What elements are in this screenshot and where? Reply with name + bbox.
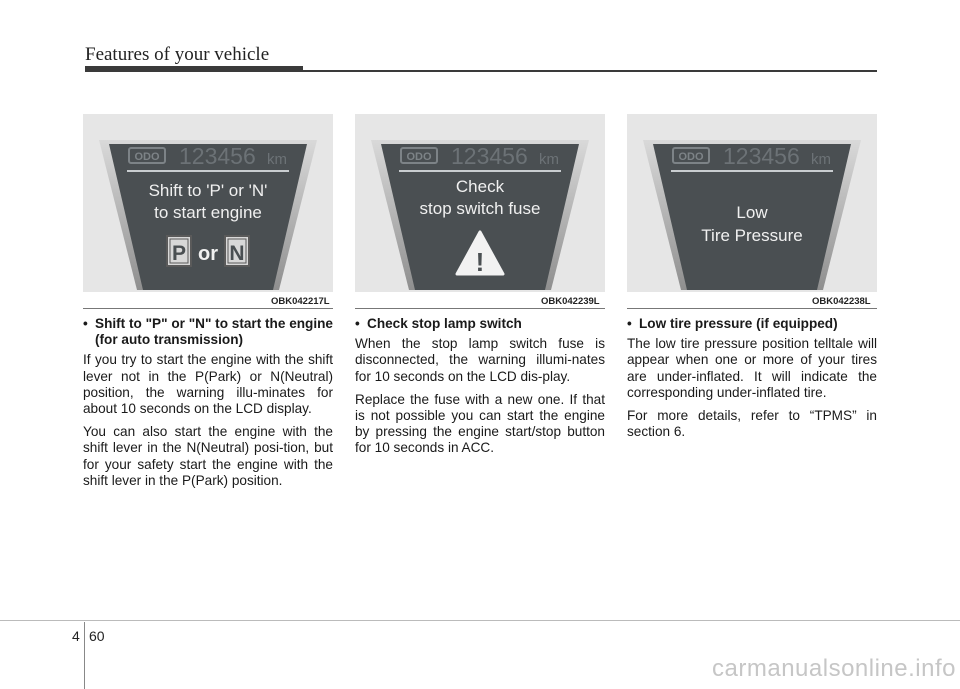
text-column-low-tire <box>627 316 877 447</box>
chapter-number: 4 <box>72 628 80 644</box>
bullet-dot: • <box>355 316 360 331</box>
message-line-1: Low <box>736 203 768 222</box>
bullet-dot: • <box>627 316 632 331</box>
page-number: 60 <box>89 628 105 644</box>
gear-p-letter: P <box>171 242 187 265</box>
text-column-shift <box>83 316 333 496</box>
figure-rule-1 <box>83 308 333 309</box>
bullet-dot: • <box>83 316 88 331</box>
body-paragraph: For more details, refer to “TPMS” in section 6. <box>627 408 877 440</box>
figure-rule-2 <box>355 308 605 309</box>
header-rule-thick <box>85 66 303 72</box>
body-paragraph: If you try to start the engine with the shift lever not in the P(Park) or N(Neutral) position, the warning illu-minates for about 10 seconds on the LCD display. <box>83 352 333 417</box>
figure-rule-3 <box>627 308 877 309</box>
body-paragraph: You can also start the engine with the shift lever in the N(Neutral) posi-tion, but for your safety start the engine with the shift lever in the P(Park) position. <box>83 424 333 488</box>
figure-panel-stop-switch <box>355 114 605 292</box>
odo-unit: km <box>267 151 287 168</box>
odo-unit: km <box>811 151 831 168</box>
page-header-title: Features of your vehicle <box>85 44 270 65</box>
odo-label: ODO <box>406 151 432 163</box>
section-heading-shift: • Shift to "P" or "N" to start the engine (for auto transmission) <box>83 316 333 348</box>
odo-label: ODO <box>678 151 704 163</box>
odo-value: 123456 <box>179 143 256 169</box>
odo-value: 123456 <box>451 143 528 169</box>
figure-code-2: OBK042239L <box>541 296 600 307</box>
message-line-1: Shift to 'P' or 'N' <box>148 181 268 200</box>
cluster-display-stop-switch <box>355 114 605 292</box>
text-column-stop-switch <box>355 316 605 464</box>
figure-code-1: OBK042217L <box>271 296 330 307</box>
body-paragraph: The low tire pressure position telltale will appear when one or more of your tires are under-inflated. It will indicate the corresponding under-inflated tire. <box>627 336 877 400</box>
section-heading-stop-switch: • Check stop lamp switch <box>355 316 522 331</box>
header-rule-thin <box>300 70 877 72</box>
odo-unit: km <box>539 151 559 168</box>
message-line-2: stop switch fuse <box>419 199 541 218</box>
body-paragraph: When the stop lamp switch fuse is disconnected, the warning illumi-nates for 10 seconds on the LCD dis-play. <box>355 336 605 384</box>
body-paragraph: Replace the fuse with a new one. If that is not possible you can start the engine by pressing the engine start/stop button for 10 seconds in ACC. <box>355 391 605 456</box>
cluster-display-shift <box>83 114 333 292</box>
warning-exclamation-glyph: ! <box>475 247 485 277</box>
message-line-2: Tire Pressure <box>701 226 803 245</box>
odo-label: ODO <box>134 151 160 163</box>
figure-panel-low-tire <box>627 114 877 292</box>
gear-or-text: or <box>198 243 218 265</box>
gear-n-letter: N <box>229 242 245 265</box>
odo-value: 123456 <box>723 143 800 169</box>
watermark-link[interactable]: carmanualsonline.info <box>712 655 956 682</box>
footer-rule <box>0 620 960 621</box>
section-heading-low-tire: • Low tire pressure (if equipped) <box>627 316 838 331</box>
footer-divider <box>84 622 85 689</box>
figure-code-3: OBK042238L <box>812 296 871 307</box>
message-line-1: Check <box>455 177 505 196</box>
display-divider <box>127 170 289 172</box>
cluster-display-low-tire <box>627 114 877 292</box>
display-divider <box>671 170 833 172</box>
figure-panel-shift <box>83 114 333 292</box>
display-divider <box>399 170 561 172</box>
message-line-2: to start engine <box>154 203 262 222</box>
